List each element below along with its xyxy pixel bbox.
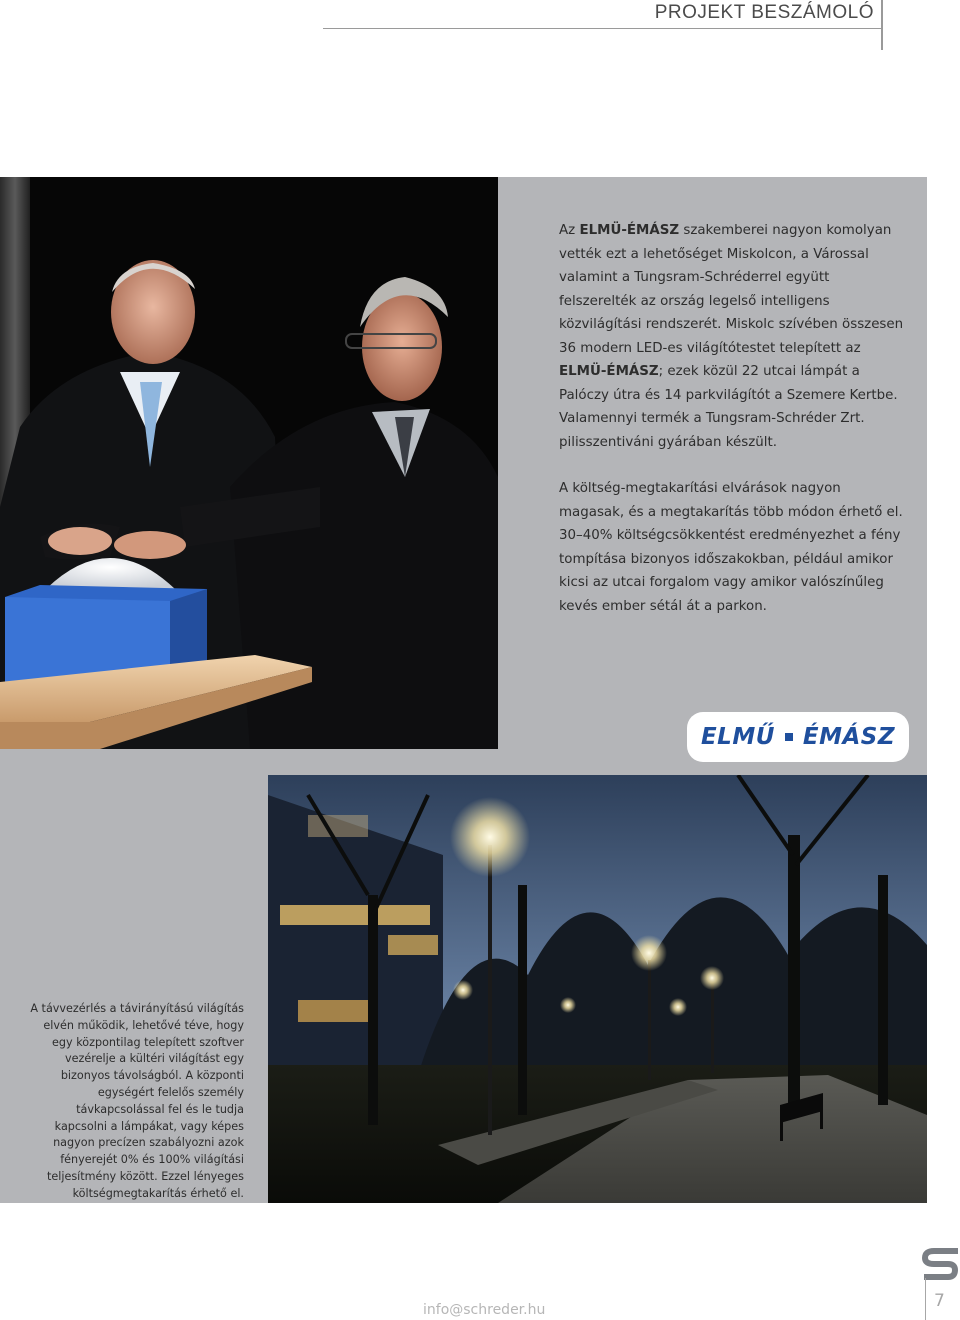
company-name-emphasis: ELMÜ-ÉMÁSZ xyxy=(559,364,659,379)
intro-paragraph: Az ELMÜ-ÉMÁSZ szakemberei nagyon komolyan vették ezt a lehetőséget Miskolcon, a Várossal valamint a Tungsram-Schréderrel együtt felszerelték az ország legelső intelligens közvilágítási rendszerét. Miskolc szívében összesen 36 modern LED-es világítótestet telepített az ELMÜ-ÉMÁSZ; ezek közül 22 utcai lámpát a Palóczy útra és 14 parkvilágítót a Szemere Kertbe. Valamennyi termék a Tungsram-Schréder Zrt. pilisszentiváni gyárában készült. xyxy=(559,223,904,450)
schreder-logo-icon xyxy=(922,1247,960,1282)
footer-email-link[interactable]: info@schreder.hu xyxy=(423,1302,546,1318)
section-title: PROJEKT BESZÁMOLÓ xyxy=(654,2,874,23)
elmu-emasz-logo xyxy=(687,712,909,762)
footer-vertical-rule xyxy=(925,1278,926,1320)
header-vertical-rule xyxy=(881,0,883,50)
logo-text-left: ELMŰ xyxy=(700,724,775,750)
savings-paragraph: A költség-megtakarítási elvárások nagyon magasak, és a megtakarítás több módon érhető el. 30–40% költségcsökkentést eredményezhet a fény tompítása bizonyos időszakokban, például amikor kicsi az utcai forgalom vagy amikor valószínűleg kevés ember sétál át a parkon. xyxy=(559,481,903,614)
ceremony-photo xyxy=(0,177,498,749)
park-lighting-photo xyxy=(268,775,927,1203)
company-name-emphasis: ELMÜ-ÉMÁSZ xyxy=(579,223,680,238)
photo-caption: A távvezérlés a távirányítású világítás elvén működik, lehetővé téve, hogy egy központilag telepített szoftver vezérelje a kültéri világítást egy bizonyos távolságból. A központi egységért felelős személy távkapcsolással fel és le tudja kapcsolni a lámpákat, vagy képes nagyon precízen szabályozni azok fényerejét 0% és 100% világítási teljesítmény között. Ezzel lényeges költségmegtakarítás érhető el. xyxy=(30,1002,244,1200)
logo-separator xyxy=(785,733,793,741)
header-divider xyxy=(323,28,881,29)
logo-text-right: ÉMÁSZ xyxy=(802,724,896,750)
page-number: 7 xyxy=(934,1291,945,1311)
